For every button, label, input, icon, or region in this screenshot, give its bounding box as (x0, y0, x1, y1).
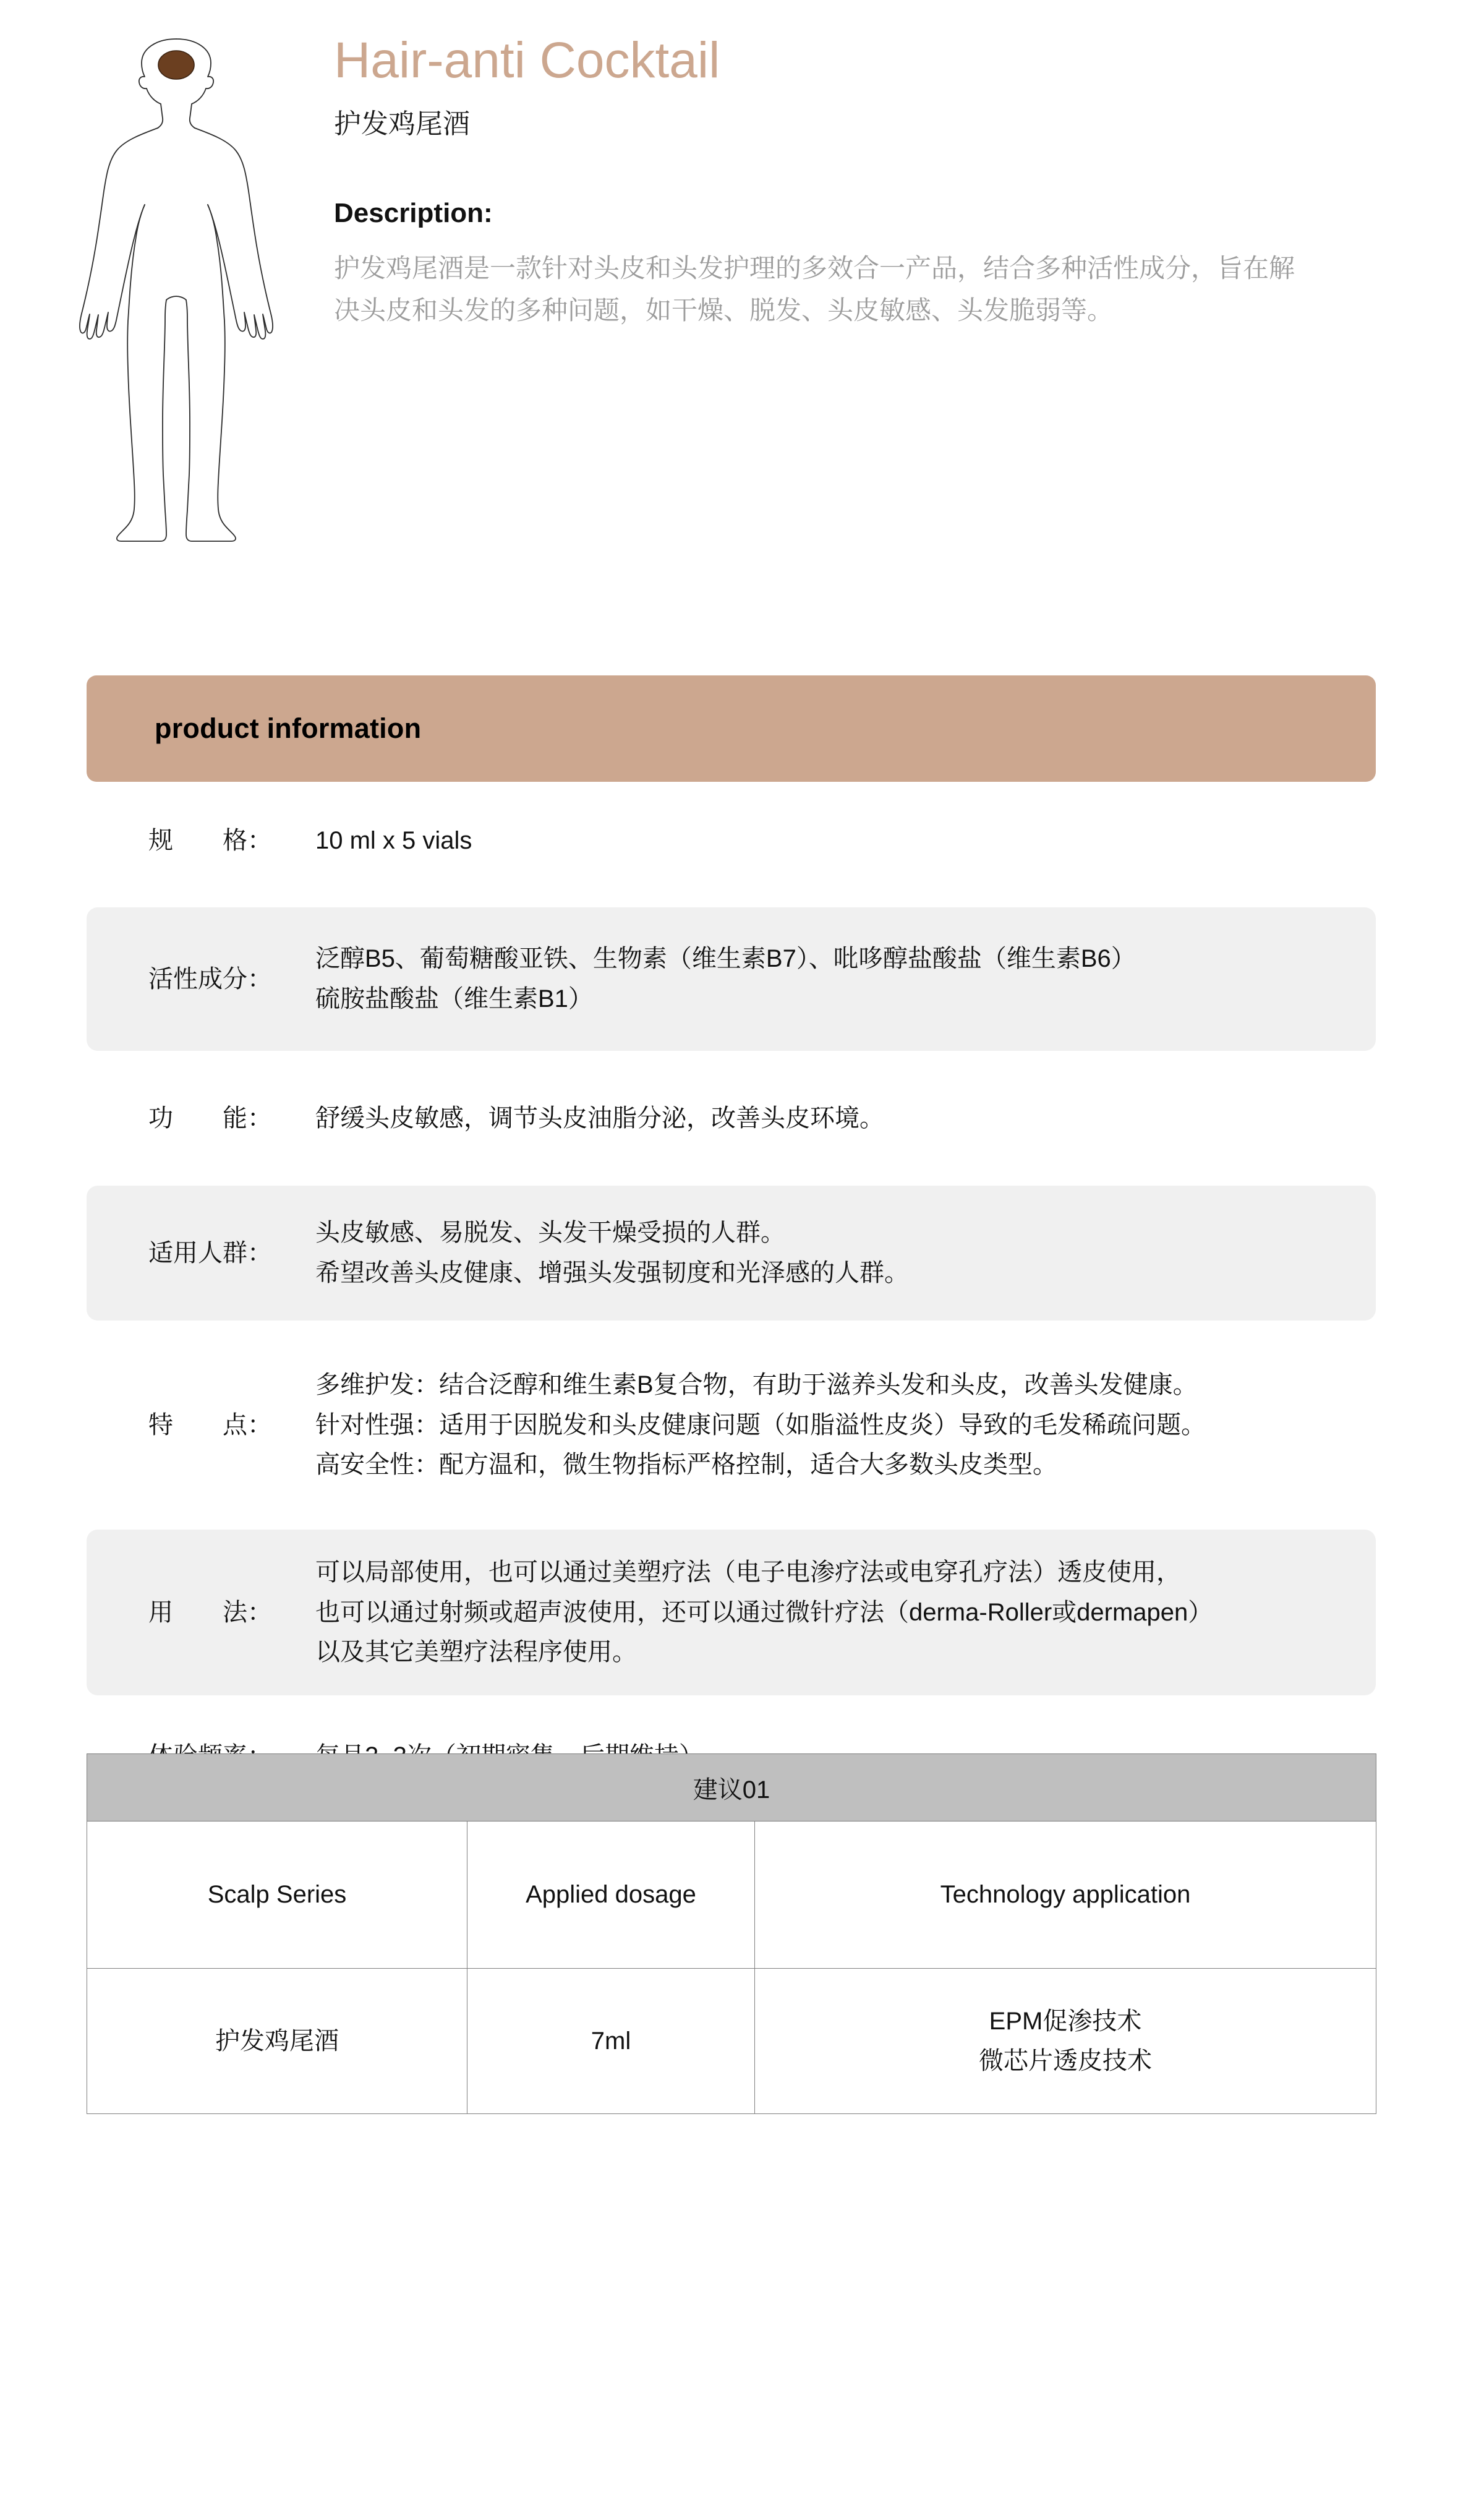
spec-value-specification (315, 821, 1361, 861)
hero-section (0, 0, 1484, 631)
column-header-scalp-series: Scalp Series (87, 1821, 467, 1969)
column-header-applied-dosage: Applied dosage (467, 1821, 755, 1969)
spec-value-line: 以及其它美塑疗法程序使用。 (315, 1638, 637, 1666)
spec-row-function (87, 1072, 1376, 1165)
description-heading: Description: (334, 197, 493, 228)
product-subtitle: 护发鸡尾酒 (334, 109, 470, 140)
row-gap (87, 1051, 1376, 1072)
spec-value-function (315, 1098, 1361, 1139)
spec-row-target-audience (87, 1186, 1376, 1321)
spec-value-line: 硫胺盐酸盐（维生素B1） (315, 985, 593, 1012)
description-body: 护发鸡尾酒是一款针对头皮和头发护理的多效合一产品，结合多种活性成分，旨在解决头皮和头发的多种问题，如干燥、脱发、头皮敏感、头发脆弱等。 (334, 253, 1295, 325)
spec-label-usage: 用 法： (148, 1599, 272, 1626)
spec-label-active-ingredients: 活性成分： (148, 965, 272, 993)
spec-label-specification: 规 格： (148, 827, 272, 854)
spec-value-line: 高安全性：配方温和，微生物指标严格控制，适合大多数头皮类型。 (315, 1451, 1057, 1479)
spec-value-line: 舒缓头皮敏感，调节头皮油脂分泌，改善头皮环境。 (315, 1104, 884, 1132)
table-title: 建议01 (87, 1754, 1376, 1821)
spec-value-line: 多维护发：结合泛醇和维生素B复合物，有助于滋养头发和头皮，改善头发健康。 (315, 1371, 1198, 1398)
row-gap (87, 1509, 1376, 1530)
banner-label: product information (155, 713, 422, 744)
table-row (87, 1969, 1376, 2114)
spec-value-line: 希望改善头皮健康、增强头发强韧度和光泽感的人群。 (315, 1259, 909, 1286)
spec-value-target-audience (315, 1213, 1361, 1293)
spec-value-line: 也可以通过射频或超声波使用，还可以通过微针疗法（derma-Roller或dermapen） (315, 1598, 1213, 1626)
spec-row-active-ingredients (87, 907, 1376, 1051)
cell-applied-dosage: 7ml (467, 1969, 755, 2114)
table-title-row (87, 1754, 1376, 1821)
spec-row-features (87, 1342, 1376, 1509)
page-title: Hair-anti Cocktail (334, 32, 720, 88)
specification-list (87, 795, 1376, 1796)
spec-label-target-audience: 适用人群： (148, 1239, 272, 1267)
spec-value-line: 针对性强：适用于因脱发和头皮健康问题（如脂溢性皮炎）导致的毛发稀疏问题。 (315, 1411, 1206, 1439)
body-diagram (68, 28, 284, 547)
spec-value-active-ingredients (315, 939, 1361, 1019)
row-gap (87, 1321, 1376, 1342)
cell-scalp-series: 护发鸡尾酒 (87, 1969, 467, 2114)
cell-technology-application (755, 1969, 1376, 2114)
spec-label-function: 功 能： (148, 1105, 272, 1132)
spec-value-usage (315, 1552, 1361, 1672)
technology-line: EPM促渗技术 (989, 2008, 1142, 2035)
row-gap (87, 1165, 1376, 1186)
spec-value-line: 泛醇B5、葡萄糖酸亚铁、生物素（维生素B7）、吡哆醇盐酸盐（维生素B6） (315, 945, 1136, 973)
spec-row-usage (87, 1530, 1376, 1695)
body-diagram-svg (68, 28, 284, 547)
spec-value-line: 头皮敏感、易脱发、头发干燥受损的人群。 (315, 1219, 785, 1247)
technology-line: 微芯片透皮技术 (979, 2047, 1152, 2074)
row-gap (87, 1695, 1376, 1716)
spec-row-specification (87, 795, 1376, 886)
hero-text-block (334, 34, 1385, 332)
spec-value-line: 10 ml x 5 vials (315, 826, 472, 854)
scalp-marker-icon (158, 51, 194, 79)
spec-label-features: 特 点： (148, 1411, 272, 1439)
spec-value-features (315, 1365, 1361, 1485)
spec-value-line: 可以局部使用，也可以通过美塑疗法（电子电渗疗法或电穿孔疗法）透皮使用， (315, 1558, 1181, 1586)
column-header-technology-application: Technology application (755, 1821, 1376, 1969)
row-gap (87, 886, 1376, 907)
table-header-row (87, 1821, 1376, 1969)
product-information-banner (87, 675, 1376, 782)
recommendation-table (87, 1753, 1376, 2114)
